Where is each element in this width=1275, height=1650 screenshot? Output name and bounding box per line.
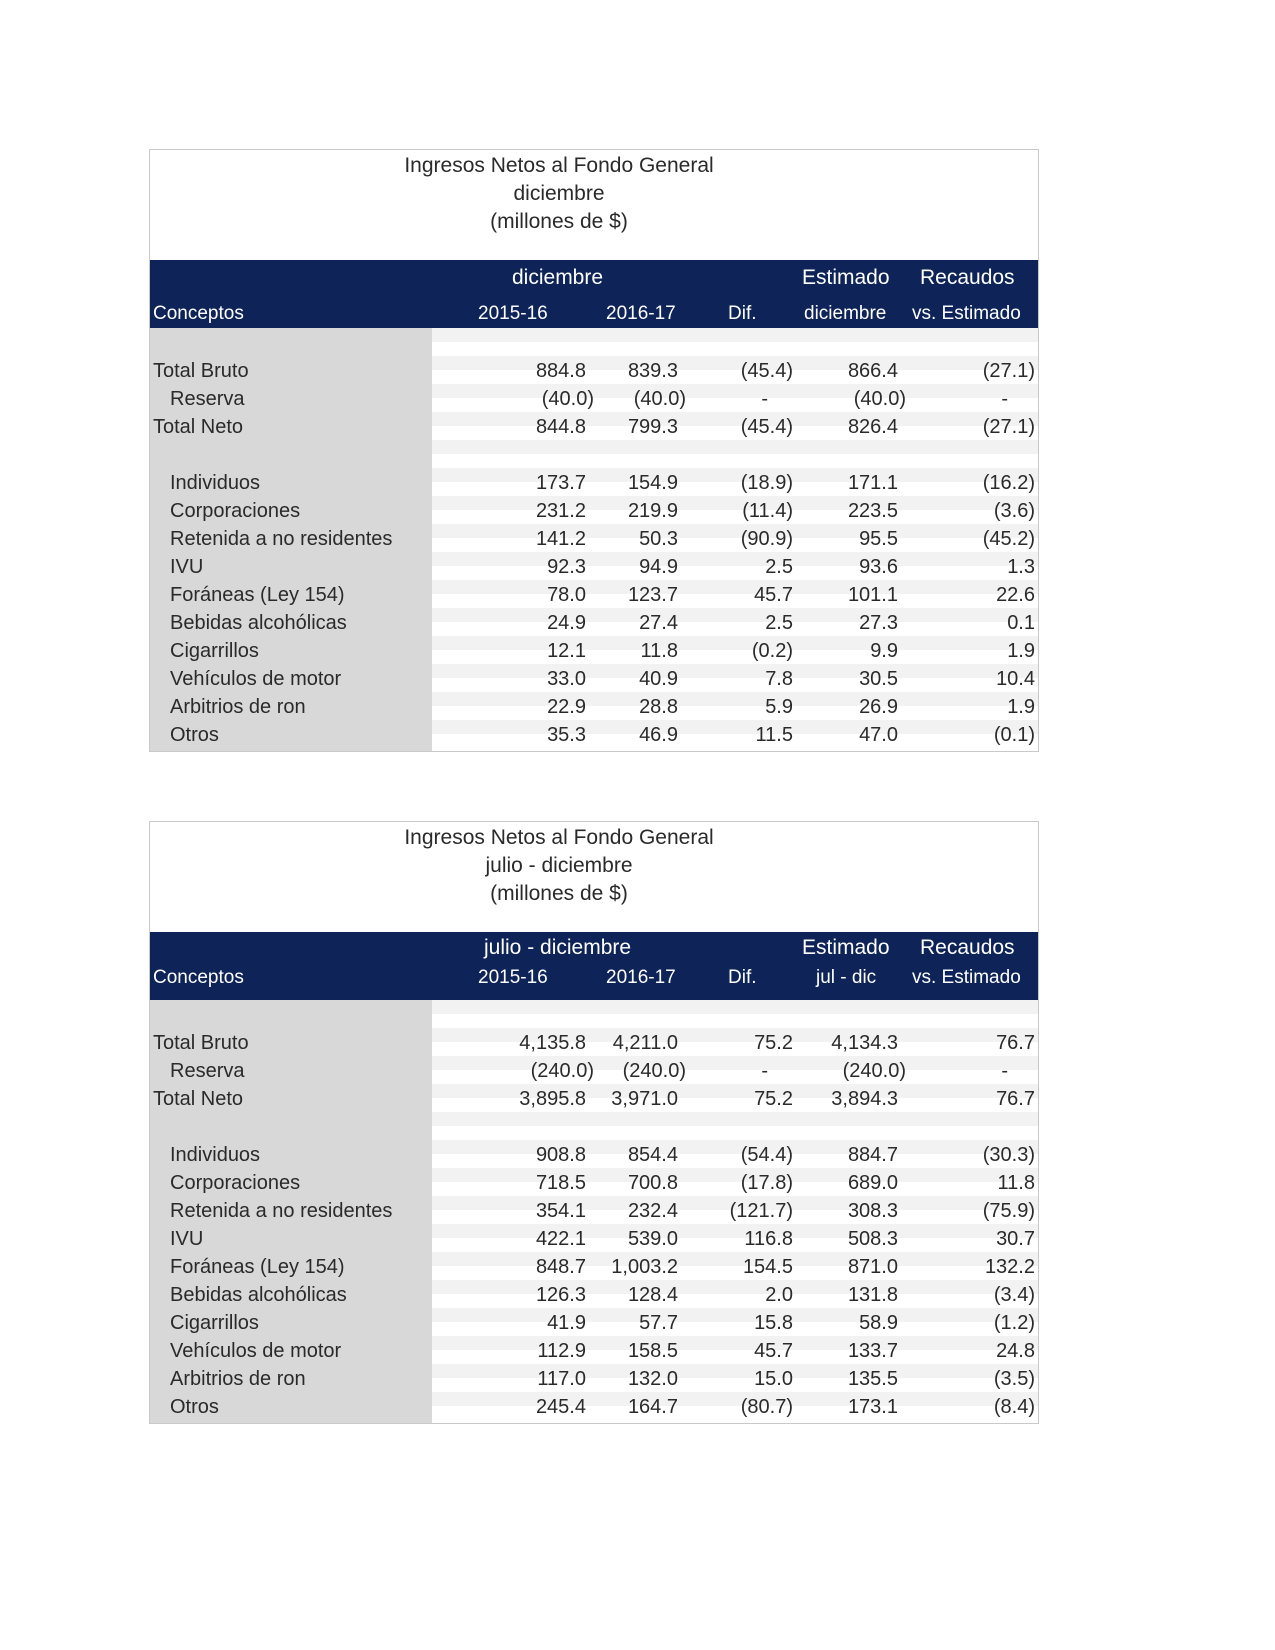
- cell-2015-16: 884.8: [535, 360, 586, 382]
- cell-2015-16: 117.0: [537, 1368, 586, 1390]
- cell-vs-estimado: (3.5): [993, 1368, 1035, 1390]
- cell-vs-estimado: 76.7: [996, 1032, 1035, 1054]
- cell-vs-estimado: 11.8: [997, 1172, 1035, 1194]
- row-label: Arbitrios de ron: [170, 1368, 306, 1390]
- recaudos-header: Recaudos: [920, 936, 1015, 959]
- title-line: Ingresos Netos al Fondo General: [404, 826, 714, 849]
- cell-2016-17: 50.3: [639, 528, 678, 550]
- cell-dif: 7.8: [765, 668, 793, 690]
- table-row: [150, 720, 1038, 748]
- row-label: Corporaciones: [170, 500, 301, 522]
- cell-2016-17: 3,971.0: [611, 1088, 678, 1110]
- cell-estimado: 223.5: [847, 500, 898, 522]
- estimado-header: Estimado: [802, 266, 890, 289]
- col-estimado-header: jul - dic: [816, 967, 877, 988]
- cell-vs-estimado: 0.1: [1007, 612, 1035, 634]
- row-label: Vehículos de motor: [170, 1340, 342, 1362]
- cell-2015-16: 41.9: [547, 1312, 586, 1334]
- cell-vs-estimado: 76.7: [996, 1088, 1035, 1110]
- group-header: diciembre: [512, 266, 604, 289]
- cell-2015-16: 24.9: [547, 612, 586, 634]
- table-row: [150, 524, 1038, 552]
- cell-2015-16: 844.8: [535, 416, 586, 438]
- cell-estimado: 135.5: [847, 1368, 898, 1390]
- title-line: Ingresos Netos al Fondo General: [404, 154, 714, 177]
- cell-dif: (45.4): [740, 416, 793, 438]
- cell-dif: (18.9): [740, 472, 793, 494]
- cell-vs-estimado: 132.2: [984, 1256, 1035, 1278]
- cell-vs-estimado: (30.3): [982, 1144, 1035, 1166]
- row-label: Retenida a no residentes: [170, 528, 393, 550]
- cell-2015-16: 35.3: [547, 724, 586, 746]
- cell-estimado: 871.0: [847, 1256, 898, 1278]
- cell-vs-estimado: -: [1001, 388, 1008, 410]
- cell-dif: 2.5: [765, 612, 793, 634]
- table-row: [150, 1168, 1038, 1196]
- cell-2015-16: 78.0: [547, 584, 586, 606]
- col-2015-16-header: 2015-16: [478, 303, 548, 324]
- cell-dif: (90.9): [740, 528, 793, 550]
- cell-estimado: 508.3: [847, 1228, 898, 1250]
- table-row: [150, 1308, 1038, 1336]
- cell-2015-16: 12.1: [547, 640, 586, 662]
- cell-2015-16: 3,895.8: [519, 1088, 586, 1110]
- row-label: Individuos: [170, 1144, 261, 1166]
- cell-dif: 154.5: [742, 1256, 793, 1278]
- table-row: [150, 608, 1038, 636]
- row-label: Total Bruto: [153, 360, 249, 382]
- table-row: [150, 1336, 1038, 1364]
- cell-vs-estimado: -: [1001, 1060, 1008, 1082]
- table-row: [150, 356, 1038, 384]
- cell-dif: 5.9: [765, 696, 793, 718]
- cell-dif: (80.7): [740, 1396, 793, 1418]
- cell-dif: (11.4): [742, 500, 793, 522]
- cell-2015-16: 4,135.8: [519, 1032, 586, 1054]
- col-estimado-header: diciembre: [804, 303, 887, 324]
- row-label: Retenida a no residentes: [170, 1200, 393, 1222]
- cell-dif: (17.8): [740, 1172, 793, 1194]
- cell-estimado: 4,134.3: [831, 1032, 898, 1054]
- row-label: Corporaciones: [170, 1172, 301, 1194]
- cell-2016-17: 27.4: [639, 612, 678, 634]
- col-2016-17-header: 2016-17: [606, 303, 676, 324]
- table-row: [150, 1140, 1038, 1168]
- cell-vs-estimado: (3.6): [993, 500, 1035, 522]
- title-line: (millones de $): [490, 882, 628, 905]
- title-line: julio - diciembre: [485, 854, 633, 877]
- conceptos-header: Conceptos: [153, 303, 244, 324]
- cell-2015-16: 173.7: [535, 472, 586, 494]
- cell-2015-16: 126.3: [535, 1284, 586, 1306]
- cell-estimado: 30.5: [859, 668, 898, 690]
- cell-2016-17: 700.8: [627, 1172, 678, 1194]
- row-label: Vehículos de motor: [170, 668, 342, 690]
- cell-dif: (121.7): [729, 1200, 793, 1222]
- cell-estimado: 3,894.3: [831, 1088, 898, 1110]
- cell-2015-16: 92.3: [547, 556, 586, 578]
- col-2015-16-header: 2015-16: [478, 967, 548, 988]
- cell-dif: 15.0: [754, 1368, 793, 1390]
- cell-2016-17: 46.9: [639, 724, 678, 746]
- row-label: Arbitrios de ron: [170, 696, 306, 718]
- cell-dif: 15.8: [754, 1312, 793, 1334]
- cell-dif: 75.2: [754, 1088, 793, 1110]
- row-label: Otros: [170, 724, 219, 746]
- cell-dif: 45.7: [754, 1340, 793, 1362]
- table-row: [150, 636, 1038, 664]
- row-label: Bebidas alcohólicas: [170, 612, 347, 634]
- cell-vs-estimado: (8.4): [993, 1396, 1035, 1418]
- row-label: Reserva: [170, 388, 245, 410]
- row-label: IVU: [170, 556, 204, 578]
- row-label: Individuos: [170, 472, 261, 494]
- cell-vs-estimado: (1.2): [993, 1312, 1035, 1334]
- cell-2016-17: 4,211.0: [612, 1032, 678, 1054]
- col-vs-estimado-header: vs. Estimado: [912, 303, 1021, 324]
- cell-2015-16: 422.1: [535, 1228, 586, 1250]
- cell-dif: (45.4): [740, 360, 793, 382]
- cell-vs-estimado: 10.4: [996, 668, 1035, 690]
- spacer-row: [150, 440, 1038, 468]
- table-row: [150, 1392, 1038, 1420]
- table-row: [150, 496, 1038, 524]
- table-row: [150, 1028, 1038, 1056]
- spacer-row: [150, 1112, 1038, 1140]
- table-title: [150, 152, 1038, 236]
- cell-estimado: 171.1: [847, 472, 898, 494]
- cell-dif: 75.2: [754, 1032, 793, 1054]
- cell-estimado: 47.0: [859, 724, 898, 746]
- cell-vs-estimado: 1.9: [1007, 640, 1035, 662]
- table-title: [150, 824, 1038, 908]
- cell-estimado: 866.4: [847, 360, 898, 382]
- col-dif-header: Dif.: [728, 967, 757, 988]
- row-label: Cigarrillos: [170, 640, 259, 662]
- cell-2016-17: 799.3: [627, 416, 678, 438]
- cell-estimado: 826.4: [847, 416, 898, 438]
- cell-2016-17: 132.0: [627, 1368, 678, 1390]
- cell-estimado: 133.7: [847, 1340, 898, 1362]
- row-label: Otros: [170, 1396, 219, 1418]
- cell-estimado: 93.6: [859, 556, 898, 578]
- table-row: [150, 412, 1038, 440]
- cell-estimado: 173.1: [847, 1396, 898, 1418]
- cell-2015-16: 245.4: [535, 1396, 586, 1418]
- col-vs-estimado-header: vs. Estimado: [912, 967, 1021, 988]
- table-header: [150, 260, 1038, 328]
- cell-2015-16: 908.8: [535, 1144, 586, 1166]
- table-header: [150, 932, 1038, 1000]
- cell-vs-estimado: (75.9): [982, 1200, 1035, 1222]
- cell-2016-17: 232.4: [627, 1200, 678, 1222]
- cell-2015-16: 33.0: [547, 668, 586, 690]
- conceptos-header: Conceptos: [153, 967, 244, 988]
- cell-2016-17: 854.4: [627, 1144, 678, 1166]
- table-row: [150, 1252, 1038, 1280]
- cell-estimado: 689.0: [847, 1172, 898, 1194]
- cell-estimado: (40.0): [853, 388, 906, 410]
- cell-2016-17: 94.9: [639, 556, 678, 578]
- cell-2016-17: 154.9: [627, 472, 678, 494]
- spacer-row: [150, 328, 1038, 356]
- cell-vs-estimado: (3.4): [993, 1284, 1035, 1306]
- group-header: julio - diciembre: [484, 936, 632, 959]
- row-label: Foráneas (Ley 154): [170, 1256, 345, 1278]
- cell-2015-16: 718.5: [535, 1172, 586, 1194]
- cell-2015-16: (40.0): [541, 388, 594, 410]
- cell-2016-17: 11.8: [640, 640, 678, 662]
- table-row: [150, 468, 1038, 496]
- title-line: diciembre: [513, 182, 605, 205]
- cell-dif: 45.7: [754, 584, 793, 606]
- cell-dif: (54.4): [740, 1144, 793, 1166]
- cell-2015-16: 22.9: [547, 696, 586, 718]
- cell-estimado: 26.9: [859, 696, 898, 718]
- cell-estimado: 131.8: [847, 1284, 898, 1306]
- row-label: Total Neto: [153, 416, 244, 438]
- recaudos-header: Recaudos: [920, 266, 1015, 289]
- spacer-row: [150, 1000, 1038, 1028]
- cell-estimado: (240.0): [842, 1060, 906, 1082]
- table-body: [150, 1000, 1038, 1423]
- table-row: [150, 1056, 1038, 1084]
- cell-estimado: 95.5: [859, 528, 898, 550]
- col-dif-header: Dif.: [728, 303, 757, 324]
- cell-estimado: 308.3: [847, 1200, 898, 1222]
- cell-2016-17: (40.0): [633, 388, 686, 410]
- cell-2016-17: 158.5: [627, 1340, 678, 1362]
- cell-2016-17: 164.7: [627, 1396, 678, 1418]
- cell-2016-17: 123.7: [627, 584, 678, 606]
- cell-vs-estimado: (45.2): [982, 528, 1035, 550]
- cell-vs-estimado: (27.1): [982, 360, 1035, 382]
- cell-vs-estimado: 22.6: [996, 584, 1035, 606]
- table-row: [150, 384, 1038, 412]
- cell-2015-16: 354.1: [535, 1200, 586, 1222]
- col-2016-17-header: 2016-17: [606, 967, 676, 988]
- table-body: [150, 328, 1038, 751]
- cell-2015-16: 231.2: [535, 500, 586, 522]
- cell-estimado: 101.1: [847, 584, 898, 606]
- cell-dif: -: [761, 388, 768, 410]
- cell-vs-estimado: 24.8: [996, 1340, 1035, 1362]
- revenue-table-december: [149, 149, 1039, 752]
- row-label: Total Bruto: [153, 1032, 249, 1054]
- row-label: Bebidas alcohólicas: [170, 1284, 347, 1306]
- cell-estimado: 27.3: [859, 612, 898, 634]
- cell-dif: (0.2): [751, 640, 793, 662]
- cell-2016-17: 128.4: [627, 1284, 678, 1306]
- table-row: [150, 664, 1038, 692]
- row-label: Total Neto: [153, 1088, 244, 1110]
- table-row: [150, 1280, 1038, 1308]
- cell-2016-17: 40.9: [639, 668, 678, 690]
- row-label: Reserva: [170, 1060, 245, 1082]
- cell-dif: 2.0: [765, 1284, 793, 1306]
- cell-2015-16: 848.7: [535, 1256, 586, 1278]
- cell-2016-17: (240.0): [622, 1060, 686, 1082]
- cell-estimado: 884.7: [847, 1144, 898, 1166]
- cell-estimado: 58.9: [859, 1312, 898, 1334]
- cell-2015-16: (240.0): [530, 1060, 594, 1082]
- cell-2016-17: 57.7: [639, 1312, 678, 1334]
- cell-2015-16: 112.9: [537, 1340, 586, 1362]
- row-label: Cigarrillos: [170, 1312, 259, 1334]
- cell-2016-17: 1,003.2: [611, 1256, 678, 1278]
- cell-2016-17: 539.0: [627, 1228, 678, 1250]
- cell-vs-estimado: 1.9: [1007, 696, 1035, 718]
- cell-dif: -: [761, 1060, 768, 1082]
- cell-2016-17: 28.8: [639, 696, 678, 718]
- cell-dif: 116.8: [744, 1228, 793, 1250]
- revenue-table-julio-diciembre: [149, 821, 1039, 1424]
- table-row: [150, 1364, 1038, 1392]
- cell-vs-estimado: (27.1): [982, 416, 1035, 438]
- table-row: [150, 1084, 1038, 1112]
- estimado-header: Estimado: [802, 936, 890, 959]
- table-row: [150, 692, 1038, 720]
- table-row: [150, 1196, 1038, 1224]
- cell-vs-estimado: 1.3: [1007, 556, 1035, 578]
- cell-vs-estimado: (0.1): [993, 724, 1035, 746]
- cell-dif: 2.5: [765, 556, 793, 578]
- table-row: [150, 580, 1038, 608]
- cell-vs-estimado: (16.2): [982, 472, 1035, 494]
- cell-2016-17: 219.9: [627, 500, 678, 522]
- table-row: [150, 1224, 1038, 1252]
- title-line: (millones de $): [490, 210, 628, 233]
- row-label: Foráneas (Ley 154): [170, 584, 345, 606]
- cell-vs-estimado: 30.7: [996, 1228, 1035, 1250]
- cell-2016-17: 839.3: [627, 360, 678, 382]
- cell-2015-16: 141.2: [535, 528, 586, 550]
- row-label: IVU: [170, 1228, 204, 1250]
- table-row: [150, 552, 1038, 580]
- cell-dif: 11.5: [755, 724, 793, 746]
- cell-estimado: 9.9: [870, 640, 898, 662]
